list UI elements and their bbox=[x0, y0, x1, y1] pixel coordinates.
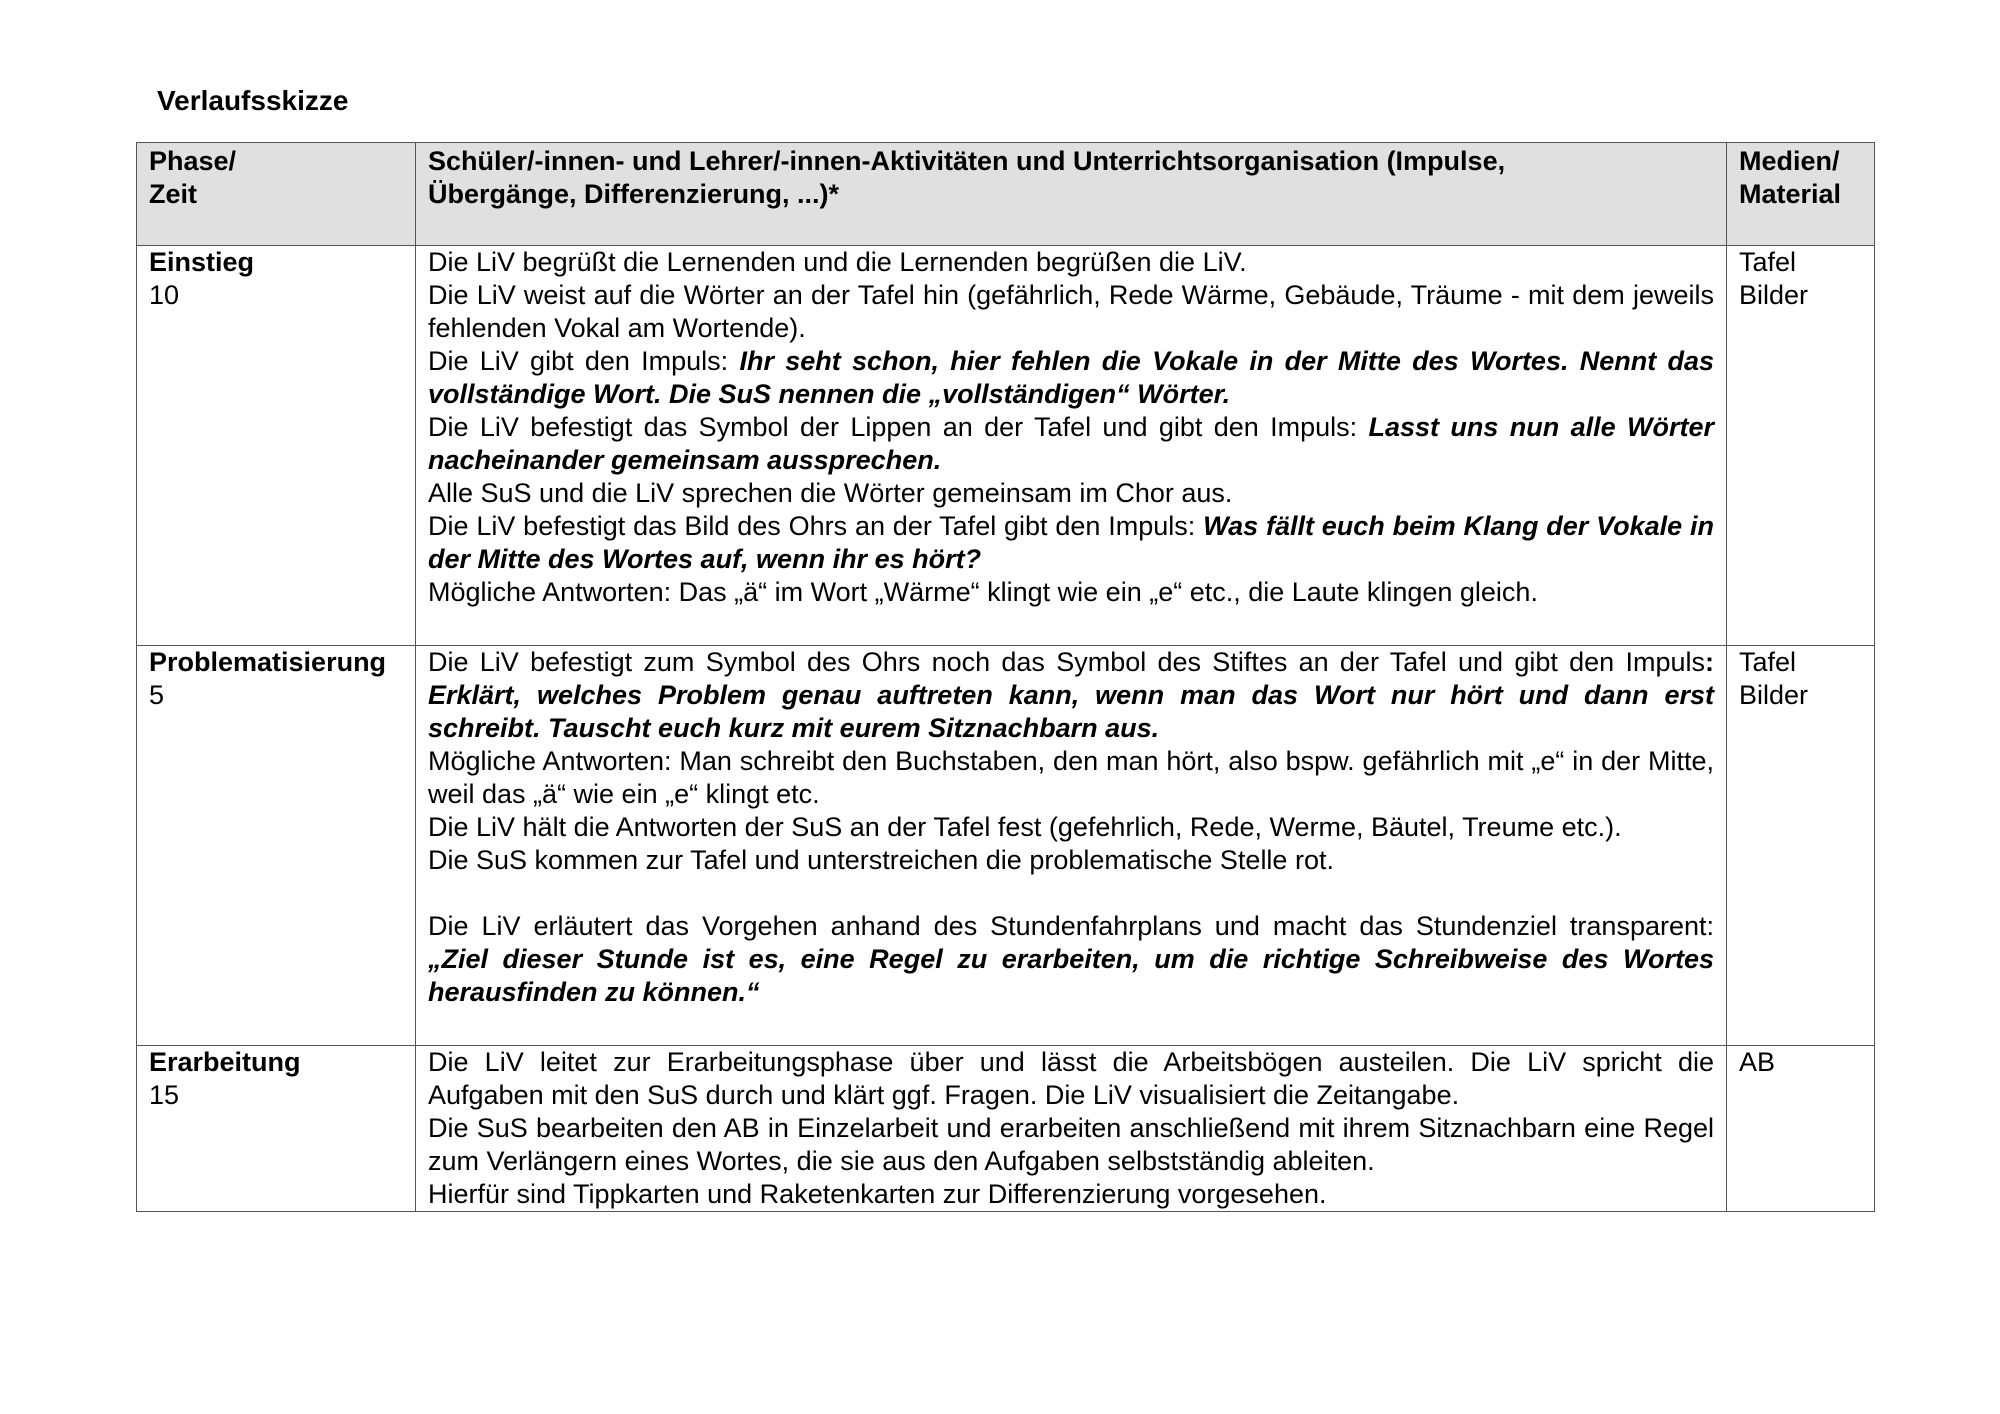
media-item: Tafel bbox=[1739, 647, 1797, 677]
impulse-text: „Ziel dieser Stunde ist es, eine Regel zu erarbeiten, um die richtige Schreibweise des Wortes herausfinden zu können.“ bbox=[428, 944, 1714, 1007]
impulse-text: Lasst uns nun alle Wörter nacheinander gemeinsam aussprechen. bbox=[428, 412, 1714, 475]
phase-cell-erarbeitung bbox=[137, 1046, 416, 1212]
activity-paragraph bbox=[428, 646, 1714, 745]
activity-paragraph bbox=[428, 910, 1714, 1009]
activities-cell-einstieg bbox=[416, 246, 1727, 646]
activity-text: Die LiV befestigt das Symbol der Lippen an der Tafel und gibt den Impuls: bbox=[428, 412, 1369, 442]
header-media-line-2: Material bbox=[1739, 179, 1842, 209]
phase-time: 15 bbox=[149, 1080, 180, 1110]
phase-time: 10 bbox=[149, 280, 180, 310]
header-phase bbox=[137, 143, 416, 246]
page-title: Verlaufsskizze bbox=[157, 85, 349, 116]
media-cell-einstieg bbox=[1727, 246, 1875, 646]
impulse-text: Was fällt euch beim Klang der Vokale in der Mitte des Wortes auf, wenn ihr es hört? bbox=[428, 511, 1714, 574]
activity-paragraph: Die LiV begrüßt die Lernenden und die Lernenden begrüßen die LiV. bbox=[428, 247, 1247, 277]
activity-paragraph: Die SuS kommen zur Tafel und unterstreichen die problematische Stelle rot. bbox=[428, 845, 1334, 875]
activity-paragraph bbox=[428, 345, 1714, 411]
activity-paragraph: Mögliche Antworten: Man schreibt den Buchstaben, den man hört, also bspw. gefährlich mit „e“ in der Mitte, weil das „ä“ wie ein „e“ klingt etc. bbox=[428, 746, 1714, 809]
header-phase-line-1: Phase/ bbox=[149, 146, 237, 176]
activities-cell-erarbeitung bbox=[416, 1046, 1727, 1212]
header-media bbox=[1727, 143, 1875, 246]
phase-name: Problematisierung bbox=[149, 647, 387, 677]
table-row-einstieg bbox=[137, 246, 1875, 646]
activity-paragraph: Die LiV weist auf die Wörter an der Tafel hin (gefährlich, Rede Wärme, Gebäude, Träume - mit dem jeweils fehlenden Vokal am Wortende). bbox=[428, 280, 1714, 343]
header-activities-line-2: Übergänge, Differenzierung, ...)* bbox=[428, 179, 840, 209]
activity-text: Die LiV erläutert das Vorgehen anhand des Stundenfahrplans und macht das Stundenziel transparent: bbox=[428, 911, 1714, 941]
phase-name: Einstieg bbox=[149, 247, 255, 277]
activity-paragraph: Mögliche Antworten: Das „ä“ im Wort „Wärme“ klingt wie ein „e“ etc., die Laute klingen gleich. bbox=[428, 577, 1538, 607]
activity-paragraph: Die SuS bearbeiten den AB in Einzelarbeit und erarbeiten anschließend mit ihrem Sitznachbarn eine Regel zum Verlängern eines Wortes, die sie aus den Aufgaben selbstständig ableiten. bbox=[428, 1113, 1714, 1176]
header-activities bbox=[416, 143, 1727, 246]
table-row-problematisierung bbox=[137, 646, 1875, 1046]
media-item: Bilder bbox=[1739, 280, 1809, 310]
paragraph-spacer bbox=[428, 877, 1714, 910]
phase-name: Erarbeitung bbox=[149, 1047, 301, 1077]
media-cell-erarbeitung bbox=[1727, 1046, 1875, 1212]
header-media-line-1: Medien/ bbox=[1739, 146, 1840, 176]
activity-paragraph: Alle SuS und die LiV sprechen die Wörter gemeinsam im Chor aus. bbox=[428, 478, 1233, 508]
activity-paragraph: Hierfür sind Tippkarten und Raketenkarten zur Differenzierung vorgesehen. bbox=[428, 1179, 1327, 1209]
media-cell-problematisierung bbox=[1727, 646, 1875, 1046]
colon-mark: : bbox=[1705, 647, 1714, 677]
table-header-row bbox=[137, 143, 1875, 246]
header-phase-line-2: Zeit bbox=[149, 179, 198, 209]
media-item: Tafel bbox=[1739, 247, 1797, 277]
header-activities-line-1: Schüler/-innen- und Lehrer/-innen-Aktivitäten und Unterrichtsorganisation (Impulse, bbox=[428, 146, 1506, 176]
phase-cell-einstieg bbox=[137, 246, 416, 646]
activity-paragraph: Die LiV hält die Antworten der SuS an der Tafel fest (gefehrlich, Rede, Werme, Bäutel, Treume etc.). bbox=[428, 812, 1622, 842]
phase-time: 5 bbox=[149, 680, 165, 710]
activity-text: Die LiV befestigt das Bild des Ohrs an der Tafel gibt den Impuls: bbox=[428, 511, 1204, 541]
impulse-text: Ihr seht schon, hier fehlen die Vokale in der Mitte des Wortes. Nennt das vollständige Wort. Die SuS nennen die „vollständigen“ Wörter. bbox=[428, 346, 1715, 409]
media-item: AB bbox=[1739, 1047, 1776, 1077]
lesson-plan-table bbox=[136, 142, 1875, 1212]
phase-cell-problematisierung bbox=[137, 646, 416, 1046]
table-row-erarbeitung bbox=[137, 1046, 1875, 1212]
activities-cell-problematisierung bbox=[416, 646, 1727, 1046]
activity-paragraph bbox=[428, 510, 1714, 576]
activity-paragraph: Die LiV leitet zur Erarbeitungsphase über und lässt die Arbeitsbögen austeilen. Die LiV spricht die Aufgaben mit den SuS durch und klärt ggf. Fragen. Die LiV visualisiert die Zeitangabe. bbox=[428, 1047, 1714, 1110]
activity-paragraph bbox=[428, 411, 1714, 477]
activity-text: Die LiV befestigt zum Symbol des Ohrs noch das Symbol des Stiftes an der Tafel und gibt den Impuls bbox=[428, 647, 1705, 677]
media-item: Bilder bbox=[1739, 680, 1809, 710]
activity-text: Die LiV gibt den Impuls: bbox=[428, 346, 740, 376]
impulse-text: Erklärt, welches Problem genau auftreten kann, wenn man das Wort nur hört und dann erst schreibt. Tauscht euch kurz mit eurem Sitznachbarn aus. bbox=[428, 680, 1714, 743]
